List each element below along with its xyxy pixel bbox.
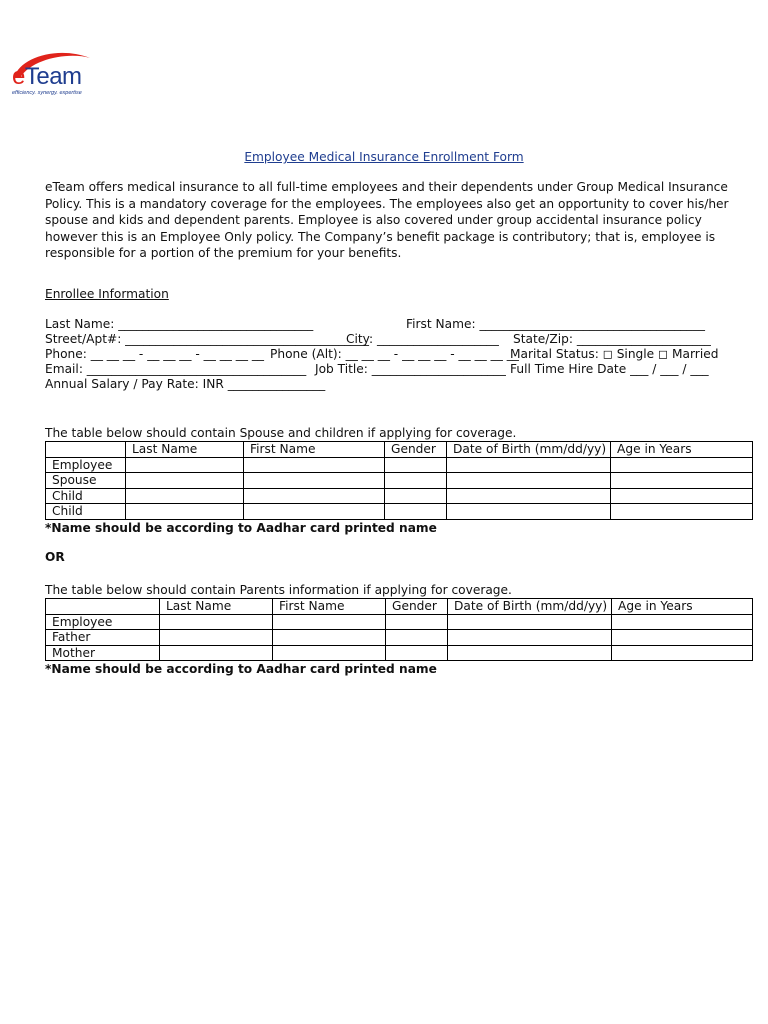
table-header-cell — [46, 442, 126, 458]
phone-field[interactable]: Phone: __ __ __ - __ __ __ - __ __ __ __ — [45, 347, 265, 361]
table2-caption: The table below should contain Parents information if applying for coverage. — [45, 583, 512, 597]
enrollee-heading: Enrollee Information — [45, 287, 169, 301]
gender-cell[interactable] — [385, 488, 447, 504]
last-name-cell[interactable] — [126, 488, 244, 504]
first-name-cell[interactable] — [273, 614, 386, 630]
dob-cell[interactable] — [447, 473, 611, 489]
table-header-row — [46, 599, 753, 615]
age-cell[interactable] — [612, 630, 753, 646]
row-label: Employee — [46, 457, 126, 473]
table-row — [46, 614, 753, 630]
gender-cell[interactable] — [386, 630, 448, 646]
first-name-cell[interactable] — [244, 457, 385, 473]
dob-cell[interactable] — [448, 645, 612, 661]
row-label: Employee — [46, 614, 160, 630]
age-cell[interactable] — [612, 614, 753, 630]
table-row — [46, 473, 753, 489]
last-name-cell[interactable] — [126, 504, 244, 520]
logo-wordmark — [12, 63, 82, 91]
intro-paragraph: eTeam offers medical insurance to all full-time employees and their dependents under Group Medical Insurance Policy. This is a mandatory coverage for the employees. The employees also get an opportunity to cover his/her spouse and kids and dependent parents. Employee is also covered under group accidental insurance policy however this is an Employee Only policy. The Company’s benefit package is contributory; that is, employee is responsible for a portion of the premium for your benefits. — [45, 180, 729, 260]
table-header-row — [46, 442, 753, 458]
first-name-cell[interactable] — [273, 630, 386, 646]
first-name-cell[interactable] — [273, 645, 386, 661]
logo-wordmark-e: e — [12, 63, 25, 90]
company-logo — [10, 48, 120, 100]
first-name-cell[interactable] — [244, 504, 385, 520]
first-name-cell[interactable] — [244, 473, 385, 489]
table-header-cell: First Name — [273, 599, 386, 615]
table-header-cell: Age in Years — [611, 442, 753, 458]
gender-cell[interactable] — [385, 473, 447, 489]
parents-table — [45, 598, 753, 661]
table-header-cell — [46, 599, 160, 615]
logo-tagline: efficiency. synergy. expertise — [12, 90, 82, 96]
row-label: Mother — [46, 645, 160, 661]
gender-cell[interactable] — [386, 614, 448, 630]
age-cell[interactable] — [612, 645, 753, 661]
table-header-cell: Last Name — [126, 442, 244, 458]
age-cell[interactable] — [611, 473, 753, 489]
table-header-cell: Date of Birth (mm/dd/yy) — [448, 599, 612, 615]
table-row — [46, 645, 753, 661]
email-field[interactable]: Email: ____________________________________ — [45, 362, 307, 376]
dependents-table — [45, 441, 753, 520]
dob-cell[interactable] — [447, 457, 611, 473]
last-name-cell[interactable] — [160, 630, 273, 646]
dob-cell[interactable] — [448, 630, 612, 646]
table-header-cell: First Name — [244, 442, 385, 458]
first-name-cell[interactable] — [244, 488, 385, 504]
age-cell[interactable] — [611, 457, 753, 473]
last-name-cell[interactable] — [126, 457, 244, 473]
form-title: Employee Medical Insurance Enrollment Form — [244, 150, 524, 164]
row-label: Spouse — [46, 473, 126, 489]
phone-alt-field[interactable]: Phone (Alt): __ __ __ - __ __ __ - __ __ __ __ — [270, 347, 519, 361]
table-header-cell: Date of Birth (mm/dd/yy) — [447, 442, 611, 458]
table-row — [46, 504, 753, 520]
table1-caption: The table below should contain Spouse and children if applying for coverage. — [45, 426, 517, 440]
row-label: Child — [46, 488, 126, 504]
salary-field[interactable]: Annual Salary / Pay Rate: INR ________________ — [45, 377, 326, 391]
table-row — [46, 488, 753, 504]
table-header-cell: Last Name — [160, 599, 273, 615]
age-cell[interactable] — [611, 488, 753, 504]
row-label: Father — [46, 630, 160, 646]
gender-cell[interactable] — [385, 504, 447, 520]
table1-note: *Name should be according to Aadhar card printed name — [45, 521, 437, 535]
last-name-cell[interactable] — [126, 473, 244, 489]
marital-status-field[interactable]: Marital Status: ◻ Single ◻ Married — [510, 347, 719, 361]
first-name-field[interactable]: First Name: _____________________________________ — [406, 317, 705, 331]
logo-wordmark-rest: Team — [24, 63, 82, 90]
city-field[interactable]: City: ____________________ — [346, 332, 499, 346]
street-field[interactable]: Street/Apt#: ________________________________________ — [45, 332, 369, 346]
table-row — [46, 457, 753, 473]
gender-cell[interactable] — [386, 645, 448, 661]
dob-cell[interactable] — [447, 488, 611, 504]
table-header-cell: Age in Years — [612, 599, 753, 615]
last-name-cell[interactable] — [160, 614, 273, 630]
state-zip-field[interactable]: State/Zip: ______________________ — [513, 332, 711, 346]
last-name-cell[interactable] — [160, 645, 273, 661]
age-cell[interactable] — [611, 504, 753, 520]
job-title-field[interactable]: Job Title: ______________________ — [315, 362, 506, 376]
table-header-cell: Gender — [386, 599, 448, 615]
table-header-cell: Gender — [385, 442, 447, 458]
dob-cell[interactable] — [447, 504, 611, 520]
hire-date-field[interactable]: Full Time Hire Date ___ / ___ / ___ — [510, 362, 709, 376]
or-separator: OR — [45, 550, 65, 564]
dob-cell[interactable] — [448, 614, 612, 630]
table-row — [46, 630, 753, 646]
table2-note: *Name should be according to Aadhar card printed name — [45, 662, 437, 676]
last-name-field[interactable]: Last Name: ________________________________ — [45, 317, 314, 331]
row-label: Child — [46, 504, 126, 520]
gender-cell[interactable] — [385, 457, 447, 473]
